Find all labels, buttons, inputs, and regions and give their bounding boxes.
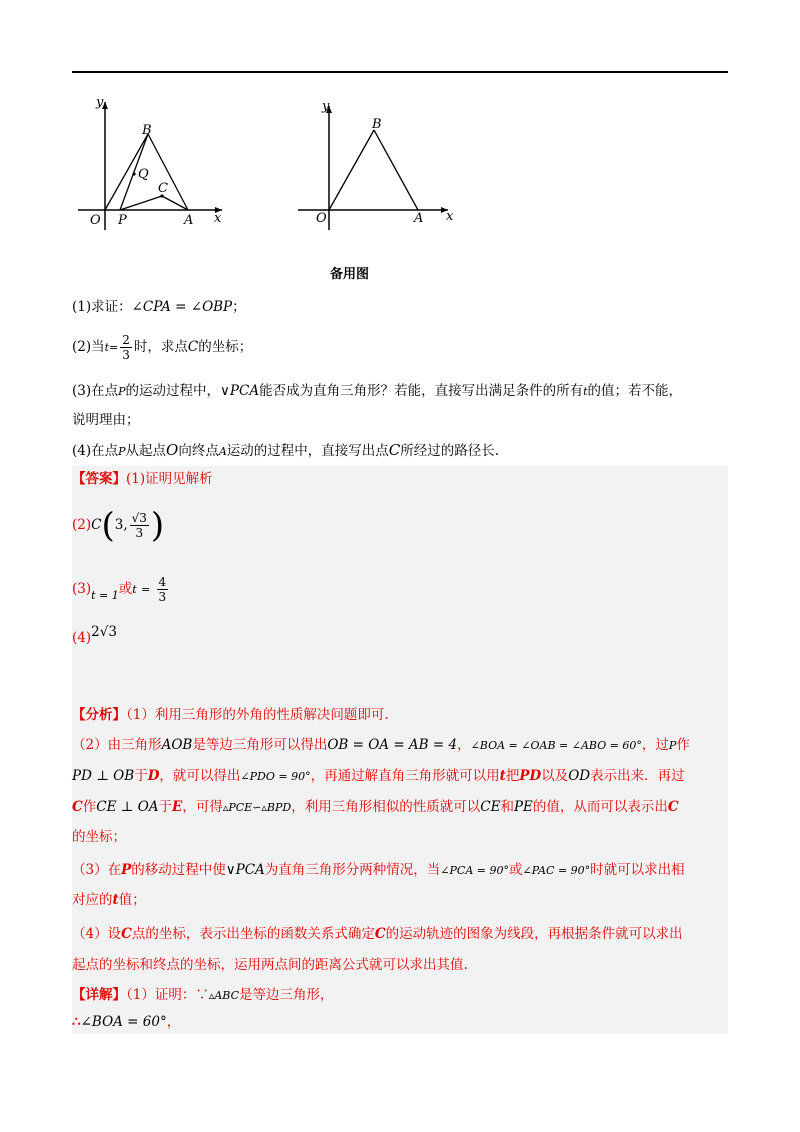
segment-OB [329, 130, 374, 210]
label-B: B [142, 123, 152, 138]
label-y: y [96, 95, 104, 110]
label-B: B [372, 117, 382, 132]
analysis-6: （3）在P的移动过程中使∨PCA为直角三角形分两种情况，当∠PCA = 90°或∠PAC = 90°时就可以求出相 [72, 862, 685, 878]
analysis-8: （4）设C点的坐标，表示出坐标的函数关系式确定C的运动轨迹的图象为线段，再根据条件就可以求出 [72, 926, 683, 942]
analysis-2: （2）由三角形AOB是等边三角形可以得出OB = OA = AB = 4，∠BOA = ∠OAB = ∠ABO = 60°，过P作 [72, 737, 690, 753]
answer-1: 【答案】(1)证明见解析 [72, 471, 213, 487]
figure-caption: 备用图 [330, 267, 370, 282]
label-A: A [414, 211, 424, 226]
header-rule [72, 71, 728, 73]
label-P: P [118, 213, 127, 228]
question-4: (4)在点P从起点O向终点A运动的过程中，直接写出点C所经过的路径长. [72, 441, 500, 459]
label-x: x [446, 209, 454, 224]
analysis-3: PD ⊥ OB于D，就可以得出∠PDO = 90°，再通过解直角三角形就可以用t把PD以及OD表示出来．再过 [72, 768, 685, 784]
question-1: (1)求证：∠CPA = ∠OBP； [72, 299, 246, 315]
segment-BA [374, 130, 418, 210]
label-y: y [322, 99, 330, 114]
question-3-line2: 说明理由； [72, 412, 140, 428]
answer-2: (2)C(3, $\frac{√3}{3}$ ) [72, 505, 165, 546]
point-Q [132, 172, 135, 175]
question-2: (2)当t= $\frac{2}{3}$ 时，求点C的坐标； [72, 333, 253, 362]
answer-4: (4)2√3 [72, 624, 117, 646]
figure-main [72, 92, 232, 232]
detail-2: ∴∠BOA = 60°， [72, 1014, 181, 1030]
answer-3: $(3)_{t = 1}$或t = $\frac{4}{3}$ [72, 575, 167, 604]
analysis-4: C作CE ⊥ OA于E，可得▵PCE∽▵BPD，利用三角形相似的性质就可以CE和PE的值，从而可以表示出C [72, 799, 679, 815]
label-A: A [184, 213, 194, 228]
question-3: (3)在点P的运动过程中，∨PCA能否成为直角三角形？若能，直接写出满足条件的所有t的值；若不能， [72, 383, 682, 399]
analysis-5: 的坐标； [72, 829, 126, 845]
label-Q: Q [138, 167, 149, 182]
label-x: x [214, 211, 222, 226]
analysis-7: 对应的t值； [72, 892, 146, 908]
label-C: C [158, 181, 168, 196]
label-O: O [90, 213, 101, 228]
analysis-9: 起点的坐标和终点的坐标，运用两点间的距离公式就可以求出其值. [72, 957, 468, 973]
label-O: O [316, 211, 327, 226]
analysis-1: 【分析】（1）利用三角形的外角的性质解决问题即可. [72, 707, 389, 723]
figure-backup [296, 96, 466, 236]
detail-1: 【详解】（1）证明：∵▵ABC是等边三角形， [72, 987, 334, 1003]
segment-PC [120, 196, 162, 210]
